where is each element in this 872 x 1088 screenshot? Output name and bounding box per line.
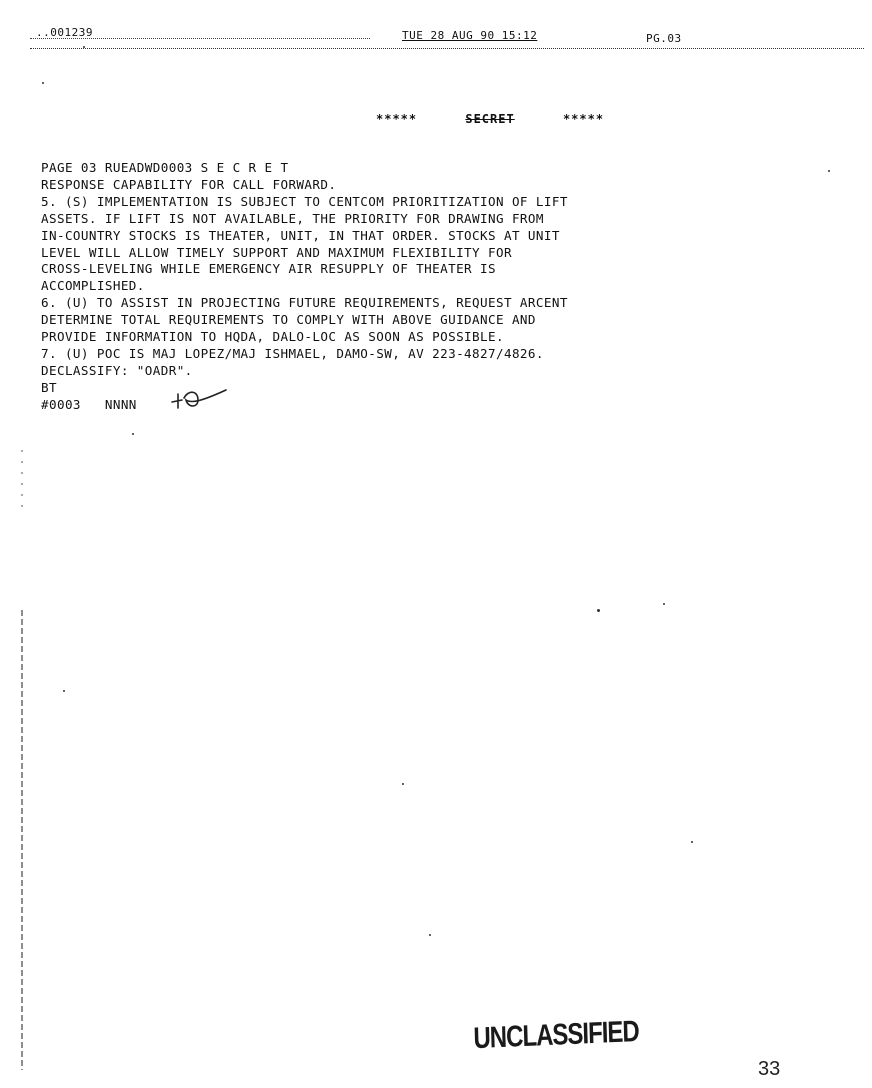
message-body [41,160,741,414]
page-number: 33 [758,1058,781,1080]
scan-speck [691,841,693,843]
banner-left-marks: ***** [376,112,418,126]
message-line: BT [41,379,57,395]
banner-right-marks: ***** [562,112,605,126]
scan-speck [663,603,665,605]
scan-speck [402,783,404,785]
message-line: IN-COUNTRY STOCKS IS THEATER, UNIT, IN THAT ORDER. STOCKS AT UNIT [41,227,560,243]
message-line: PROVIDE INFORMATION TO HQDA, DALO-LOC AS SOON AS POSSIBLE. [41,329,504,345]
classification-word: SECRET [465,112,515,126]
margin-perforation-marks [18,450,28,1070]
scan-speck [597,609,600,612]
message-line: #0003 NNNN [41,396,137,412]
scan-speck [429,934,431,936]
message-line: CROSS-LEVELING WHILE EMERGENCY AIR RESUPPLY OF THEATER IS [41,261,496,277]
message-line: DETERMINE TOTAL REQUIREMENTS TO COMPLY WITH ABOVE GUIDANCE AND [41,312,536,328]
message-line: 5. (S) IMPLEMENTATION IS SUBJECT TO CENTCOM PRIORITIZATION OF LIFT [41,193,568,209]
message-line: RESPONSE CAPABILITY FOR CALL FORWARD. [41,176,337,192]
scan-speck [83,46,85,48]
document-number: ..001239 [36,26,93,39]
transmission-timestamp: TUE 28 AUG 90 15:12 [402,29,538,42]
scan-speck [132,433,134,435]
message-line: DECLASSIFY: "OADR". [41,362,193,378]
scan-speck [828,170,830,172]
message-line: 7. (U) POC IS MAJ LOPEZ/MAJ ISHMAEL, DAMO-SW, AV 223-4827/4826. [41,345,544,361]
message-line: PAGE 03 RUEADWD0003 S E C R E T [41,160,289,175]
scan-speck [42,82,44,84]
message-line: 6. (U) TO ASSIST IN PROJECTING FUTURE REQUIREMENTS, REQUEST ARCENT [41,295,568,311]
classification-banner [376,112,644,126]
message-line: ACCOMPLISHED. [41,278,145,294]
message-line: ASSETS. IF LIFT IS NOT AVAILABLE, THE PRIORITY FOR DRAWING FROM [41,210,544,226]
handwritten-initials [170,386,230,414]
page-marker: PG.03 [646,32,682,45]
fax-header [30,26,864,49]
scan-speck [63,690,65,692]
message-line: LEVEL WILL ALLOW TIMELY SUPPORT AND MAXIMUM FLEXIBILITY FOR [41,244,512,260]
unclassified-stamp: UNCLASSIFIED [473,1014,640,1056]
